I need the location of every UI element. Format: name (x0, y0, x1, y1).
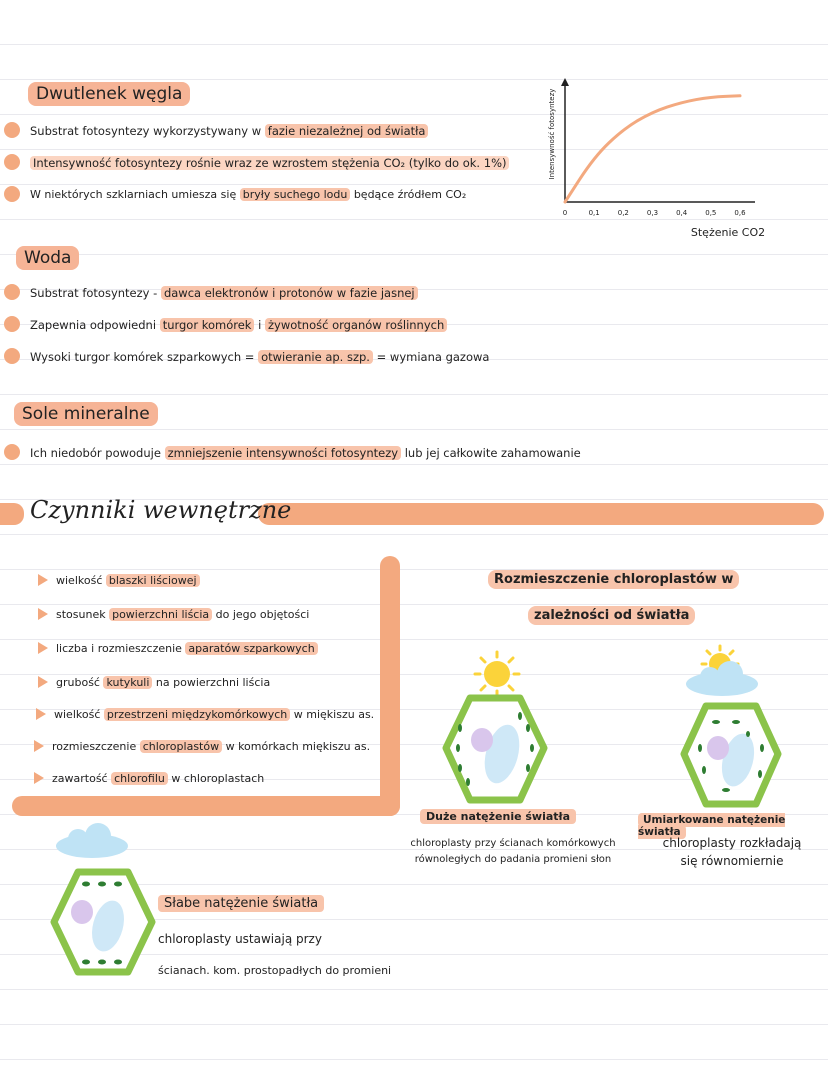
bullet-dot-icon (4, 122, 20, 138)
co2-chart (540, 72, 780, 242)
moderate-light-desc-1: chloroplasty rozkładają (662, 836, 802, 850)
y-axis-arrow (561, 78, 569, 86)
internal-item-7 (52, 772, 264, 785)
bullet-dot-icon (4, 284, 20, 300)
plant-cell-icon (54, 872, 152, 972)
co2-item-3-text: W niektórych szklarniach umiesza się (30, 188, 240, 201)
weak-light-desc-1: chloroplasty ustawiają przy (158, 932, 322, 946)
bracket-horizontal (12, 796, 400, 816)
co2-heading: Dwutlenek węgla (28, 82, 190, 106)
triangle-bullet-icon (36, 708, 46, 720)
triangle-bullet-icon (38, 642, 48, 654)
internal-item-1-highlight: blaszki liściowej (106, 574, 200, 587)
co2-item-1-text: Substrat fotosyntezy wykorzystywany w (30, 124, 265, 138)
co2-item-3 (30, 188, 466, 201)
internal-item-5-post: w miękiszu as. (290, 708, 375, 721)
sun-icon (475, 652, 519, 696)
water-item-3-highlight: otwieranie ap. szp. (258, 350, 373, 364)
strong-light-label-wrap (420, 810, 576, 823)
bullet-dot-icon (4, 316, 20, 332)
water-item-1 (30, 286, 418, 300)
x-tick-label: 0,6 (734, 209, 746, 217)
moderate-light-illustration (676, 644, 786, 814)
strong-light-desc-1: chloroplasty przy ścianach komórkowych (410, 838, 616, 849)
weak-light-illustration (48, 822, 158, 992)
water-item-3-text: Wysoki turgor komórek szparkowych = (30, 350, 259, 364)
bullet-dot-icon (4, 444, 20, 460)
internal-item-3-highlight: aparatów szparkowych (185, 642, 317, 655)
internal-item-2 (56, 608, 309, 621)
bullet-dot-icon (4, 348, 20, 364)
triangle-bullet-icon (34, 772, 44, 784)
co2-heading-wrap (28, 84, 190, 104)
salts-item-1-post: lub jej całkowite zahamowanie (401, 446, 581, 460)
salts-item-1-highlight: zmniejszenie intensywności fotosyntezy (165, 446, 402, 460)
water-item-2-mid: i (254, 318, 265, 332)
water-item-3-post: = wymiana gazowa (372, 350, 490, 364)
x-tick-label: 0,5 (705, 209, 717, 217)
salts-heading: Sole mineralne (14, 402, 158, 426)
water-item-2-highlight-2: żywotność organów roślinnych (265, 318, 447, 332)
weak-light-label: Słabe natężenie światła (158, 895, 324, 912)
internal-item-4-highlight: kutykuli (103, 676, 152, 689)
water-item-1-text: Substrat fotosyntezy - (30, 286, 161, 300)
section-bar-left (0, 503, 24, 525)
internal-item-4 (56, 676, 270, 689)
moderate-light-desc-2: się równomiernie (680, 854, 784, 868)
co2-item-2-highlight: Intensywność fotosyntezy rośnie wraz ze wzrostem stężenia CO₂ (tylko do ok. 1%) (30, 156, 509, 170)
water-item-2 (30, 318, 447, 332)
internal-item-2-highlight: powierzchni liścia (109, 608, 212, 621)
distribution-title-2: zależności od światła (528, 606, 695, 625)
salts-item-1-text: Ich niedobór powoduje (30, 446, 165, 460)
bullet-dot-icon (4, 154, 20, 170)
internal-item-7-highlight: chlorofilu (111, 772, 168, 785)
triangle-bullet-icon (38, 574, 48, 586)
salts-heading-wrap (14, 404, 158, 424)
internal-item-1 (56, 574, 200, 587)
series-line (565, 96, 740, 202)
internal-item-2-post: do jego objętości (212, 608, 310, 621)
internal-heading: Czynniki wewnętrzne (30, 496, 292, 524)
water-item-2-highlight: turgor komórek (160, 318, 255, 332)
distribution-title-1: Rozmieszczenie chloroplastów w (488, 570, 739, 589)
plant-cell-icon (684, 706, 778, 804)
internal-item-3 (56, 642, 318, 655)
moderate-light-label: Umiarkowane natężenie światła (638, 814, 786, 838)
water-item-1-highlight: dawca elektronów i protonów w fazie jasnej (161, 286, 418, 300)
co2-item-1-highlight: fazie niezależnej od światła (265, 124, 429, 138)
internal-item-1-text: wielkość (56, 574, 106, 587)
weak-light-label-wrap (158, 896, 324, 911)
internal-item-5-highlight: przestrzeni międzykomórkowych (104, 708, 290, 721)
moderate-light-label-wrap (638, 814, 828, 838)
internal-item-7-text: zawartość (52, 772, 112, 785)
triangle-bullet-icon (34, 740, 44, 752)
co2-item-3-highlight: bryły suchego lodu (240, 188, 351, 201)
triangle-bullet-icon (38, 676, 48, 688)
co2-item-3-post: będące źródłem CO₂ (350, 188, 467, 201)
co2-item-2 (30, 156, 509, 170)
section-bar-right (258, 503, 824, 525)
x-tick-label: 0 (562, 209, 568, 217)
internal-item-5-text: wielkość (54, 708, 104, 721)
water-item-2-text: Zapewnia odpowiedni (30, 318, 160, 332)
internal-item-4-text: grubość (56, 676, 104, 689)
internal-item-6-highlight: chloroplastów (140, 740, 222, 753)
strong-light-label: Duże natężenie światła (420, 809, 576, 824)
x-axis-label: Stężenie CO2 (690, 226, 766, 239)
distribution-title-1-wrap (488, 572, 739, 587)
water-heading: Woda (16, 246, 79, 270)
internal-item-4-post: na powierzchni liścia (152, 676, 271, 689)
x-tick-labels (563, 209, 746, 217)
distribution-title-2-wrap (528, 608, 695, 623)
internal-item-7-post: w chloroplastach (167, 772, 265, 785)
internal-item-6-post: w komórkach miękiszu as. (222, 740, 371, 753)
co2-item-1 (30, 124, 428, 138)
bracket-vertical (380, 556, 400, 816)
x-tick-label: 0,2 (617, 209, 629, 217)
strong-light-desc-2: równoległych do padania promieni słon (414, 854, 612, 865)
triangle-bullet-icon (38, 608, 48, 620)
water-heading-wrap (16, 248, 79, 268)
water-item-3 (30, 350, 489, 364)
x-tick-label: 0,4 (676, 209, 688, 217)
y-axis-label: Intensywność fotosyntezy (548, 88, 556, 180)
plant-cell-icon (446, 698, 544, 800)
bullet-dot-icon (4, 186, 20, 202)
internal-item-3-text: liczba i rozmieszczenie (56, 642, 186, 655)
internal-item-6 (52, 740, 370, 753)
cloud-icon (56, 823, 128, 858)
salts-item-1 (30, 446, 581, 460)
internal-item-5 (54, 708, 374, 721)
x-tick-label: 0,1 (588, 209, 600, 217)
internal-item-6-text: rozmieszczenie (52, 740, 140, 753)
weak-light-desc-2: ścianach. kom. prostopadłych do promieni (158, 964, 392, 977)
x-tick-label: 0,3 (646, 209, 659, 217)
strong-light-illustration (440, 650, 550, 810)
cloud-icon (686, 661, 758, 696)
internal-item-2-text: stosunek (56, 608, 110, 621)
